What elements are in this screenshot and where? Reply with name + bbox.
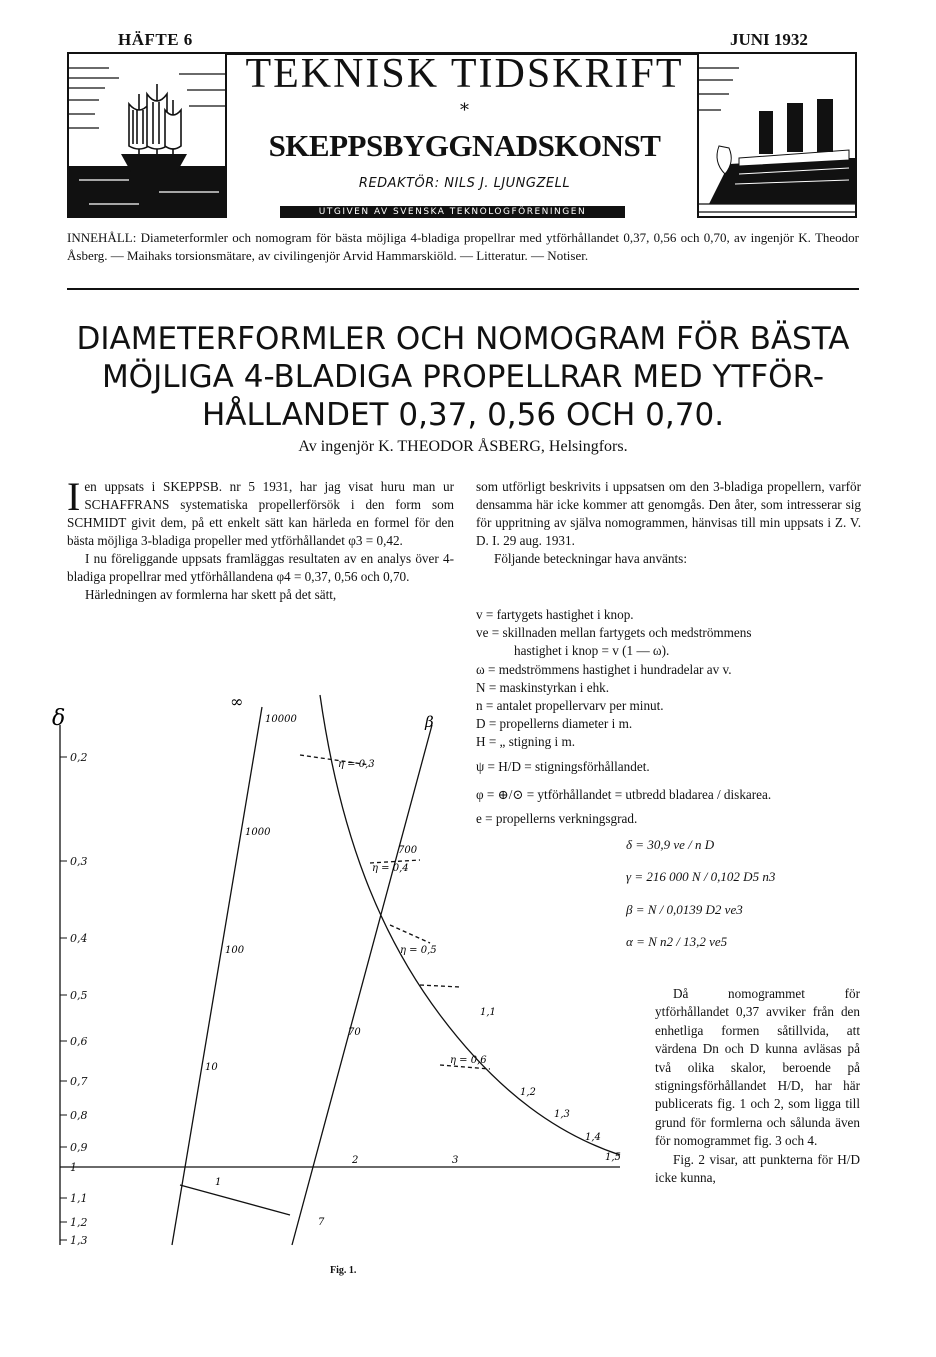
gamma-infinity-label: ∞ [230, 692, 244, 711]
paragraph-notation: Följande beteckningar hava använts: [494, 551, 687, 566]
def-phi: φ = ⊕/⊙ = ytförhållandet = utbredd bladarea / diskarea. [476, 786, 772, 802]
eta-tick-0-6: η = 0,6 [450, 1055, 487, 1066]
header-divider [67, 288, 859, 290]
beta-axis-label: β [425, 713, 434, 731]
beta-tick-700: 700 [398, 845, 418, 856]
beta-tick-70: 70 [348, 1027, 361, 1038]
ratio-tick-1-1: 1,1 [480, 1007, 496, 1018]
formula-alpha: α = N n2 / 13,2 ve5 [626, 933, 728, 949]
star-ornament: * [460, 100, 469, 121]
editor-line: REDAKTÖR: NILS J. LJUNGZELL [358, 176, 571, 191]
delta-tick-label: 1,3 [70, 1234, 88, 1247]
bottom-tick-3: 3 [452, 1155, 459, 1166]
publisher-banner: UTGIVEN AV SVENSKA TEKNOLOGFÖRENINGEN [280, 206, 625, 218]
def-v: v = fartygets hastighet i knop. [476, 607, 634, 622]
delta-axis-label: δ [52, 706, 66, 731]
ratio-tick-1-5: 1,5 [605, 1152, 621, 1163]
paragraph-present: I nu föreliggande uppsats framläggas resultaten av en analys över 4-bladiga propellrar med ytförhållandena φ4 = 0,37, 0,56 och 0,70. [67, 551, 454, 584]
right-narrow-column [655, 985, 860, 1187]
delta-tick-label: 1,1 [70, 1192, 88, 1205]
gamma-tick-100: 100 [225, 945, 245, 956]
def-D: D = propellerns diameter i m. [476, 716, 633, 732]
delta-tick-label: 0,7 [70, 1075, 88, 1088]
gamma-tick-10: 10 [205, 1062, 218, 1073]
beta-tick-7: 7 [318, 1217, 325, 1228]
def-psi: ψ = H/D = stigningsförhållandet. [476, 758, 650, 774]
def-ve: ve = skillnaden mellan fartygets och medströmmens [476, 625, 752, 641]
eta-tick-0-5: η = 0,5 [400, 945, 437, 956]
def-e: e = propellerns verkningsgrad. [476, 811, 638, 827]
sailing-ship-illustration [67, 52, 227, 218]
right-column-text [476, 478, 861, 568]
journal-title: TEKNISK TIDSKRIFT [245, 51, 684, 97]
delta-tick-label: 0,9 [70, 1141, 88, 1154]
gamma-tick-1000: 1000 [245, 827, 271, 838]
delta-tick-label: 0,8 [70, 1109, 88, 1122]
issue-date: JUNI 1932 [730, 30, 808, 49]
delta-tick-label: 0,2 [70, 751, 88, 764]
table-of-contents: INNEHÅLL: Diameterformler och nomogram för bästa möjliga 4-bladiga propellrar med ytförhållandet 0,37, 0,56 och 0,70, av ingenjör K. Theodor Åsberg. — Maihaks torsionsmätare, av civilingenjör Arvid Hammarskiöld. — Litteratur. — Notiser. [67, 230, 859, 263]
formula-gamma: γ = 216 000 N / 0,102 D5 n3 [626, 869, 776, 885]
def-n: n = antalet propellervarv per minut. [476, 698, 664, 714]
gamma-tick-1: 1 [215, 1177, 222, 1188]
article-title [67, 320, 859, 434]
eta-tick-0-3: η = 0,3 [338, 759, 375, 770]
def-ve-cont: hastighet i knop = v (1 — ω). [514, 643, 670, 659]
byline: Av ingenjör K. THEODOR ÅSBERG, Helsingfors. [298, 438, 628, 455]
def-H: H = „ stigning i m. [476, 734, 576, 750]
delta-tick-label: 1 [70, 1161, 77, 1174]
drop-cap: I [67, 474, 81, 519]
delta-tick-label: 0,4 [70, 932, 88, 945]
paragraph-fig2: Fig. 2 visar, att punkterna för H/D icke kunna, [655, 1151, 860, 1186]
def-N: N = maskinstyrkan i ehk. [476, 679, 610, 695]
paragraph-continued: som utförligt beskrivits i uppsatsen om den 3-bladiga propellern, varför densamma här icke kommer att genomgås. Den åter, som intresserar sig för uppritning av själva nomogrammen, hänvisas till min uppsats i Z. V. D. I. 29 aug. 1931. [476, 479, 861, 548]
title-line-1: DIAMETERFORMLER OCH NOMOGRAM FÖR BÄSTA [76, 321, 850, 357]
bottom-tick-2: 2 [352, 1155, 359, 1166]
delta-tick-label: 0,6 [70, 1035, 88, 1048]
formula-delta: δ = 30,9 ve / n D [626, 837, 715, 853]
issue-number: HÄFTE 6 [118, 30, 193, 49]
ratio-tick-1-4: 1,4 [585, 1132, 601, 1143]
gamma-tick-10000: 10000 [265, 714, 297, 725]
left-column-text [67, 474, 454, 604]
def-omega: ω = medströmmens hastighet i hundradelar av v. [476, 661, 732, 677]
delta-axis-ticks [60, 751, 88, 1247]
delta-tick-label: 0,5 [70, 989, 88, 1002]
paragraph-intro: en uppsats i SKEPPSB. nr 5 1931, har jag visat huru man ur SCHAFFRANS systematiska propellerförsök i den form som SCHMIDT givit dem, på ett enkelt sätt kan härleda en formel för den bästa möjliga 3-bladiga propeller med ytförhållandet φ3 = 0,42. [67, 479, 454, 548]
title-line-3: HÅLLANDET 0,37, 0,56 OCH 0,70. [201, 397, 725, 433]
steamship-illustration [697, 52, 857, 218]
ratio-tick-1-3: 1,3 [554, 1109, 570, 1120]
paragraph-derivation: Härledningen av formlerna har skett på det sätt, [85, 587, 337, 602]
delta-tick-label: 1,2 [70, 1216, 88, 1229]
eta-tick-0-4: η = 0,4 [372, 863, 409, 874]
ratio-tick-1-2: 1,2 [520, 1087, 536, 1098]
formula-beta: β = N / 0,0139 D2 ve3 [626, 901, 743, 917]
title-line-2: MÖJLIGA 4-BLADIGA PROPELLRAR MED YTFÖR- [101, 359, 825, 395]
section-title: SKEPPSBYGGNADSKONST [268, 128, 661, 163]
delta-tick-label: 0,3 [70, 855, 88, 868]
figure-caption: Fig. 1. [330, 1265, 357, 1276]
paragraph-nomogram: Då nomogrammet för ytförhållandet 0,37 avviker från den enhetliga formen såtillvida, att värdena Dn och D kunna avläsas på två olika skalor, beroende på stigningsförhållandet H/D, har här publicerats fig. 1 och 2, som ligga till grund för formlerna och sålunda även för nomogrammet fig. 3 och 4. [655, 986, 860, 1149]
nomogram-figure [40, 685, 640, 1255]
